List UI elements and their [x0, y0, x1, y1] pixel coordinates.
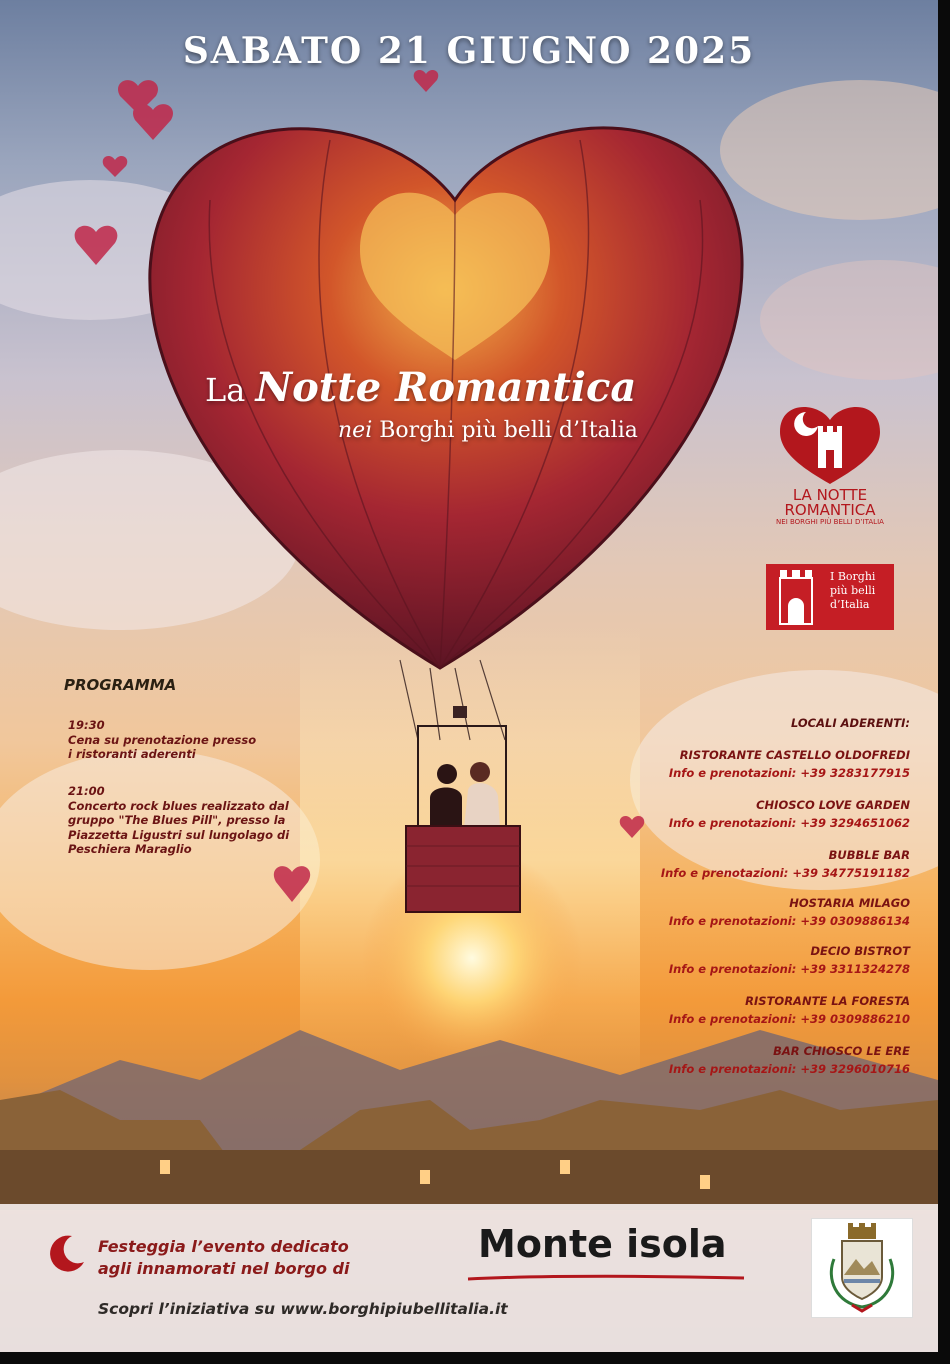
locale-contact: Info e prenotazioni: +39 3311324278 [668, 962, 910, 976]
brush-underline [466, 1274, 746, 1282]
locale-contact: Info e prenotazioni: +39 3294651062 [668, 816, 910, 830]
programma-item [68, 784, 289, 857]
locale-item [669, 992, 910, 1028]
event-title-name: Notte Romantica [255, 364, 637, 411]
locale-name: HOSTARIA MILAGO [789, 896, 910, 910]
event-subtitle-italic: nei [338, 418, 373, 443]
notte-logo-line1: LA NOTTE [792, 486, 868, 504]
programma-line: Piazzetta Ligustri sul lungolago di [68, 827, 290, 842]
event-subtitle [338, 418, 638, 443]
borghi-logo-line3: d’Italia [830, 598, 870, 611]
event-title-prefix: La [205, 371, 246, 409]
locale-item [669, 796, 910, 832]
programma-time: 19:30 [68, 718, 105, 732]
borghi-logo [766, 564, 894, 630]
programma-item [68, 718, 256, 762]
event-date: SABATO 21 GIUGNO 2025 [182, 30, 756, 72]
heart-castle-icon [770, 398, 890, 484]
event-subtitle-rest: Borghi più belli d’Italia [379, 418, 638, 443]
crescent-moon-icon [46, 1232, 88, 1274]
notte-logo-line3: NEI BORGHI PIÙ BELLI D’ITALIA [776, 518, 884, 526]
locale-contact: Info e prenotazioni: +39 0309886210 [668, 1012, 910, 1026]
locale-name: BAR CHIOSCO LE ERE [773, 1044, 910, 1058]
castle-tower-icon [766, 564, 826, 630]
programma-time: 21:00 [68, 784, 105, 798]
locale-item [669, 894, 910, 930]
locale-contact: Info e prenotazioni: +39 3296010716 [668, 1062, 910, 1076]
locale-item [669, 942, 910, 978]
notte-logo-line2: ROMANTICA [784, 501, 876, 519]
borghi-logo-line2: più belli [830, 584, 876, 597]
municipal-crest [811, 1218, 913, 1318]
locale-name: RISTORANTE CASTELLO OLDOFREDI [679, 748, 910, 762]
programma-line: Cena su prenotazione presso [68, 732, 257, 747]
programma-heading: PROGRAMMA [64, 676, 177, 694]
programma-line: Peschiera Maraglio [68, 842, 192, 856]
website-link[interactable]: Scopri l’iniziativa su www.borghipiubellitalia.it [98, 1300, 508, 1318]
locali-heading: LOCALI ADERENTI: [790, 716, 910, 730]
locale-contact: Info e prenotazioni: +39 0309886134 [668, 914, 910, 928]
borgo-name: Monte isola [478, 1222, 727, 1266]
locale-item [669, 746, 910, 782]
locale-contact: Info e prenotazioni: +39 3283177915 [668, 766, 910, 780]
borghi-logo-line1: I Borghi [830, 570, 876, 583]
locale-item [669, 1042, 910, 1078]
locale-name: BUBBLE BAR [828, 848, 910, 862]
footer-tagline [98, 1236, 350, 1280]
programma-line: Concerto rock blues realizzato dal [68, 798, 289, 813]
event-title [205, 364, 636, 411]
locale-item [661, 846, 910, 882]
programma-line: i ristoranti aderenti [68, 747, 196, 761]
locale-name: RISTORANTE LA FORESTA [745, 994, 910, 1008]
programma-line: gruppo "The Blues Pill", presso la [68, 813, 286, 827]
basket-shape [406, 826, 520, 912]
footer-line1: Festeggia l’evento dedicato [98, 1237, 349, 1256]
locale-name: CHIOSCO LOVE GARDEN [756, 798, 910, 812]
coat-of-arms-icon [812, 1219, 912, 1317]
locale-contact: Info e prenotazioni: +39 34775191182 [660, 866, 910, 880]
locale-name: DECIO BISTROT [810, 944, 910, 958]
notte-romantica-logo [770, 398, 890, 526]
footer-line2: agli innamorati nel borgo di [98, 1259, 350, 1278]
